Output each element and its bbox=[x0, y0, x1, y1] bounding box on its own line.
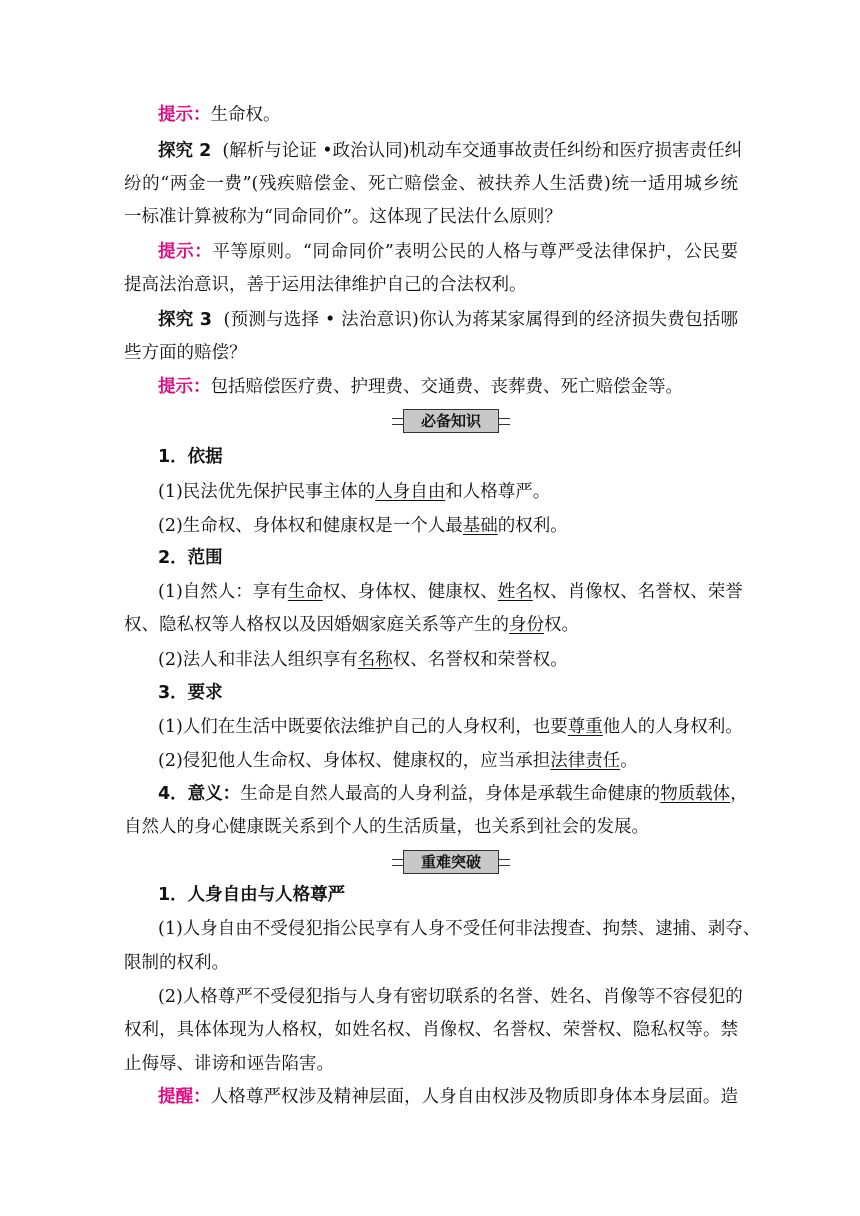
scope-item-1-line-1: (1)自然人：享有生命权、身体权、健康权、姓名权、肖像权、名誉权、荣誉 bbox=[158, 582, 743, 602]
section-banner-key-difficulties bbox=[392, 850, 510, 874]
hint-2-line-1: 提示：平等原则。“同命同价”表明公民的人格与尊严受法律保护，公民要 bbox=[158, 242, 738, 262]
reminder: 提醒：人格尊严权涉及精神层面，人身自由权涉及物质即身体本身层面。造 bbox=[158, 1087, 738, 1107]
basis-item-1: (1)民法优先保护民事主体的人身自由和人格尊严。 bbox=[158, 482, 551, 502]
blank-answer: 法律责任 bbox=[550, 751, 621, 771]
significance-line-2: 自然人的身心健康既关系到个人的生活质量，也关系到社会的发展。 bbox=[124, 817, 649, 837]
reminder-label: 提醒： bbox=[158, 1087, 211, 1107]
section-heading-requirements: 3．要求 bbox=[158, 683, 223, 703]
blank-answer: 基础 bbox=[462, 516, 498, 536]
explore-3-line-1: 探究 3 (预测与选择 • 法治意识)你认为蒋某家属得到的经济损失费包括哪 bbox=[158, 310, 738, 330]
topic-item-2-line-2: 权利，具体体现为人格权，如姓名权、肖像权、名誉权、荣誉权、隐私权等。禁 bbox=[124, 1020, 738, 1040]
topic-heading-freedom-dignity: 1．人身自由与人格尊严 bbox=[158, 885, 346, 905]
topic-item-2-line-3: 止侮辱、诽谤和诬告陷害。 bbox=[124, 1054, 334, 1074]
section-heading-basis: 1．依据 bbox=[158, 447, 223, 467]
section-heading-significance: 4．意义： bbox=[158, 784, 241, 804]
hint-text: 生命权。 bbox=[210, 105, 281, 125]
banner-title: 重难突破 bbox=[403, 850, 499, 874]
blank-answer: 名称 bbox=[357, 650, 393, 670]
hint-label: 提示： bbox=[158, 105, 211, 125]
hint-label: 提示： bbox=[158, 377, 211, 397]
basis-item-2: (2)生命权、身体权和健康权是一个人最基础的权利。 bbox=[158, 516, 568, 536]
scope-item-1-line-2: 权、隐私权等人格权以及因婚姻家庭关系等产生的身份权。 bbox=[124, 615, 579, 635]
section-banner-essential-knowledge bbox=[392, 409, 510, 433]
topic-item-2-line-1: (2)人格尊严不受侵犯指与人身有密切联系的名誉、姓名、肖像等不容侵犯的 bbox=[158, 987, 743, 1007]
hint-label: 提示： bbox=[158, 242, 213, 262]
requirements-item-1: (1)人们在生活中既要依法维护自己的人身权利，也要尊重他人的人身权利。 bbox=[158, 717, 743, 737]
significance-line-1: 4．意义：生命是自然人最高的人身利益，身体是承载生命健康的物质载体， bbox=[158, 784, 748, 804]
blank-answer: 姓名 bbox=[497, 582, 533, 602]
blank-answer: 生命 bbox=[287, 582, 323, 602]
requirements-item-2: (2)侵犯他人生命权、身体权、健康权的，应当承担法律责任。 bbox=[158, 751, 638, 771]
blank-answer: 身份 bbox=[509, 615, 544, 635]
topic-item-1-line-1: (1)人身自由不受侵犯指公民享有人身不受任何非法搜查、拘禁、逮捕、剥夺、 bbox=[158, 919, 761, 939]
explore-3-line-2: 些方面的赔偿？ bbox=[124, 343, 247, 363]
banner-title: 必备知识 bbox=[403, 409, 499, 433]
hint-3: 提示：包括赔偿医疗费、护理费、交通费、丧葬费、死亡赔偿金等。 bbox=[158, 377, 683, 397]
hint-1 bbox=[158, 103, 738, 127]
hint-2-line-2: 提高法治意识，善于运用法律维护自己的合法权利。 bbox=[124, 275, 527, 295]
explore-2-line-1: 探究 2 (解析与论证 •政治认同)机动车交通事故责任纠纷和医疗损害责任纠 bbox=[158, 141, 742, 161]
explore-2-line-3: 一标准计算被称为“同命同价”。这体现了民法什么原则？ bbox=[124, 207, 562, 227]
explore-label: 探究 2 bbox=[158, 141, 212, 161]
section-heading-scope: 2．范围 bbox=[158, 548, 223, 568]
explore-label: 探究 3 bbox=[158, 310, 212, 330]
blank-answer: 人身自由 bbox=[375, 482, 446, 502]
topic-item-1-line-2: 限制的权利。 bbox=[124, 953, 229, 973]
blank-answer: 尊重 bbox=[567, 717, 603, 737]
explore-2-line-2: 纷的“两金一费”(残疾赔偿金、死亡赔偿金、被扶养人生活费)统一适用城乡统 bbox=[124, 174, 738, 194]
scope-item-2: (2)法人和非法人组织享有名称权、名誉权和荣誉权。 bbox=[158, 650, 568, 670]
blank-answer: 物质载体 bbox=[660, 784, 731, 804]
